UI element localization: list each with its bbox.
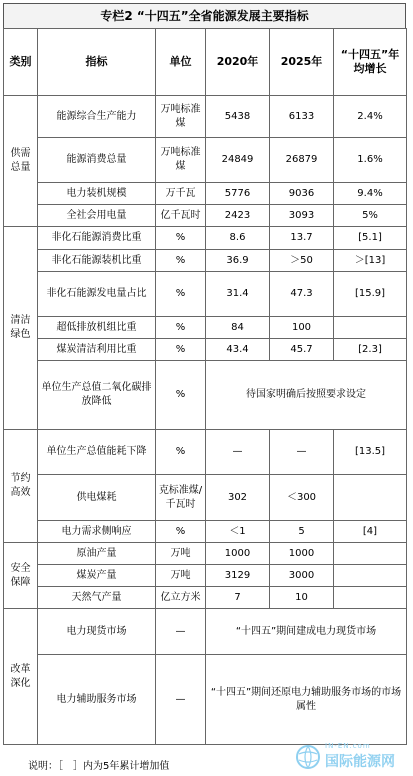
indicator-cell: 能源综合生产能力 <box>38 96 156 138</box>
growth-cell: [2.3] <box>334 339 407 361</box>
indicator-cell: 煤炭产量 <box>38 565 156 587</box>
indicator-cell: 超低排放机组比重 <box>38 317 156 339</box>
group-label: 清洁绿色 <box>4 227 38 430</box>
value-2025-cell: — <box>270 430 334 475</box>
unit-cell: % <box>156 317 206 339</box>
table-row <box>4 317 407 339</box>
indicator-cell: 电力现货市场 <box>38 609 156 655</box>
unit-cell: 万千瓦 <box>156 183 206 205</box>
group-label: 供需总量 <box>4 96 38 227</box>
indicator-cell: 非化石能源装机比重 <box>38 250 156 272</box>
unit-cell: 万吨标准煤 <box>156 96 206 138</box>
value-2020-cell: 31.4 <box>206 272 270 317</box>
indicator-cell: 单位生产总值二氧化碳排放降低 <box>38 361 156 430</box>
group-label: 节约高效 <box>4 430 38 543</box>
unit-cell: % <box>156 361 206 430</box>
value-2025-cell: 1000 <box>270 543 334 565</box>
value-2020-cell: 302 <box>206 475 270 521</box>
value-2025-cell: 26879 <box>270 138 334 183</box>
table-title: 专栏2 “十四五”全省能源发展主要指标 <box>3 3 406 29</box>
value-2025-cell: 13.7 <box>270 227 334 250</box>
value-2025-cell: ＞50 <box>270 250 334 272</box>
table-row <box>4 565 407 587</box>
value-2020-cell: 43.4 <box>206 339 270 361</box>
unit-cell: % <box>156 430 206 475</box>
header-growth: “十四五”年均增长 <box>334 29 407 96</box>
indicator-cell: 供电煤耗 <box>38 475 156 521</box>
indicator-cell: 天然气产量 <box>38 587 156 609</box>
unit-cell: — <box>156 609 206 655</box>
indicator-cell: 非化石能源发电量占比 <box>38 272 156 317</box>
growth-cell: 9.4% <box>334 183 407 205</box>
indicator-cell: 单位生产总值能耗下降 <box>38 430 156 475</box>
table-row <box>4 272 407 317</box>
growth-cell: [15.9] <box>334 272 407 317</box>
indicator-cell: 煤炭清洁利用比重 <box>38 339 156 361</box>
table-row <box>4 183 407 205</box>
value-2020-cell: 24849 <box>206 138 270 183</box>
unit-cell: 万吨标准煤 <box>156 138 206 183</box>
growth-cell <box>334 543 407 565</box>
table-row <box>4 339 407 361</box>
growth-cell: [4] <box>334 521 407 543</box>
group-label: 安全保障 <box>4 543 38 609</box>
table-row <box>4 475 407 521</box>
table-row <box>4 609 407 655</box>
value-2020-cell: 3129 <box>206 565 270 587</box>
growth-cell: 5% <box>334 205 407 227</box>
growth-cell: [5.1] <box>334 227 407 250</box>
indicator-cell: 全社会用电量 <box>38 205 156 227</box>
value-2025-cell: 3093 <box>270 205 334 227</box>
indicator-cell: 能源消费总量 <box>38 138 156 183</box>
unit-cell: % <box>156 339 206 361</box>
growth-cell <box>334 587 407 609</box>
header-indicator: 指标 <box>38 29 156 96</box>
footnote: 说明：［ ］内为5年累计增加值 <box>28 761 170 772</box>
value-2020-cell: 5438 <box>206 96 270 138</box>
unit-cell: % <box>156 227 206 250</box>
value-2020-cell: 2423 <box>206 205 270 227</box>
growth-cell <box>334 317 407 339</box>
table-row <box>4 430 407 475</box>
growth-cell: 1.6% <box>334 138 407 183</box>
value-2020-cell: 84 <box>206 317 270 339</box>
growth-cell <box>334 565 407 587</box>
unit-cell: % <box>156 272 206 317</box>
watermark-domain: IN-EN.com <box>325 742 371 750</box>
header-2020: 2020年 <box>206 29 270 96</box>
growth-cell: ＞[13] <box>334 250 407 272</box>
table-row <box>4 96 407 138</box>
value-2020-cell: 7 <box>206 587 270 609</box>
indicator-cell: 原油产量 <box>38 543 156 565</box>
table-row <box>4 521 407 543</box>
value-2025-cell: 3000 <box>270 565 334 587</box>
table-row <box>4 361 407 430</box>
value-2025-cell: ＜300 <box>270 475 334 521</box>
unit-cell: — <box>156 655 206 745</box>
merged-value-cell: “十四五”期间还原电力辅助服务市场的市场属性 <box>206 655 407 745</box>
value-2025-cell: 47.3 <box>270 272 334 317</box>
globe-logo-icon <box>295 744 321 770</box>
growth-cell: [13.5] <box>334 430 407 475</box>
indicator-cell: 电力装机规模 <box>38 183 156 205</box>
header-2025: 2025年 <box>270 29 334 96</box>
value-2025-cell: 9036 <box>270 183 334 205</box>
header-unit: 单位 <box>156 29 206 96</box>
value-2025-cell: 100 <box>270 317 334 339</box>
indicator-cell: 非化石能源消费比重 <box>38 227 156 250</box>
indicator-cell: 电力辅助服务市场 <box>38 655 156 745</box>
value-2025-cell: 5 <box>270 521 334 543</box>
table-row <box>4 205 407 227</box>
value-2025-cell: 10 <box>270 587 334 609</box>
unit-cell: 亿千瓦时 <box>156 205 206 227</box>
header-category: 类别 <box>4 29 38 96</box>
value-2020-cell: — <box>206 430 270 475</box>
table-row <box>4 250 407 272</box>
unit-cell: % <box>156 250 206 272</box>
indicators-table <box>3 28 407 745</box>
unit-cell: 亿立方米 <box>156 587 206 609</box>
unit-cell: % <box>156 521 206 543</box>
value-2020-cell: 1000 <box>206 543 270 565</box>
unit-cell: 克标准煤/千瓦时 <box>156 475 206 521</box>
value-2025-cell: 6133 <box>270 96 334 138</box>
value-2020-cell: 36.9 <box>206 250 270 272</box>
growth-cell <box>334 475 407 521</box>
header-row <box>4 29 407 96</box>
value-2020-cell: 8.6 <box>206 227 270 250</box>
unit-cell: 万吨 <box>156 565 206 587</box>
growth-cell: 2.4% <box>334 96 407 138</box>
indicator-cell: 电力需求侧响应 <box>38 521 156 543</box>
group-label: 改革深化 <box>4 609 38 745</box>
watermark-text: 国际能源网 <box>325 754 395 770</box>
watermark <box>295 742 405 772</box>
value-2025-cell: 45.7 <box>270 339 334 361</box>
table-row <box>4 655 407 745</box>
table-row <box>4 587 407 609</box>
table-row <box>4 543 407 565</box>
value-2020-cell: ＜1 <box>206 521 270 543</box>
table-row <box>4 138 407 183</box>
table-row <box>4 227 407 250</box>
merged-value-cell: 待国家明确后按照要求设定 <box>206 361 407 430</box>
unit-cell: 万吨 <box>156 543 206 565</box>
value-2020-cell: 5776 <box>206 183 270 205</box>
merged-value-cell: “十四五”期间建成电力现货市场 <box>206 609 407 655</box>
